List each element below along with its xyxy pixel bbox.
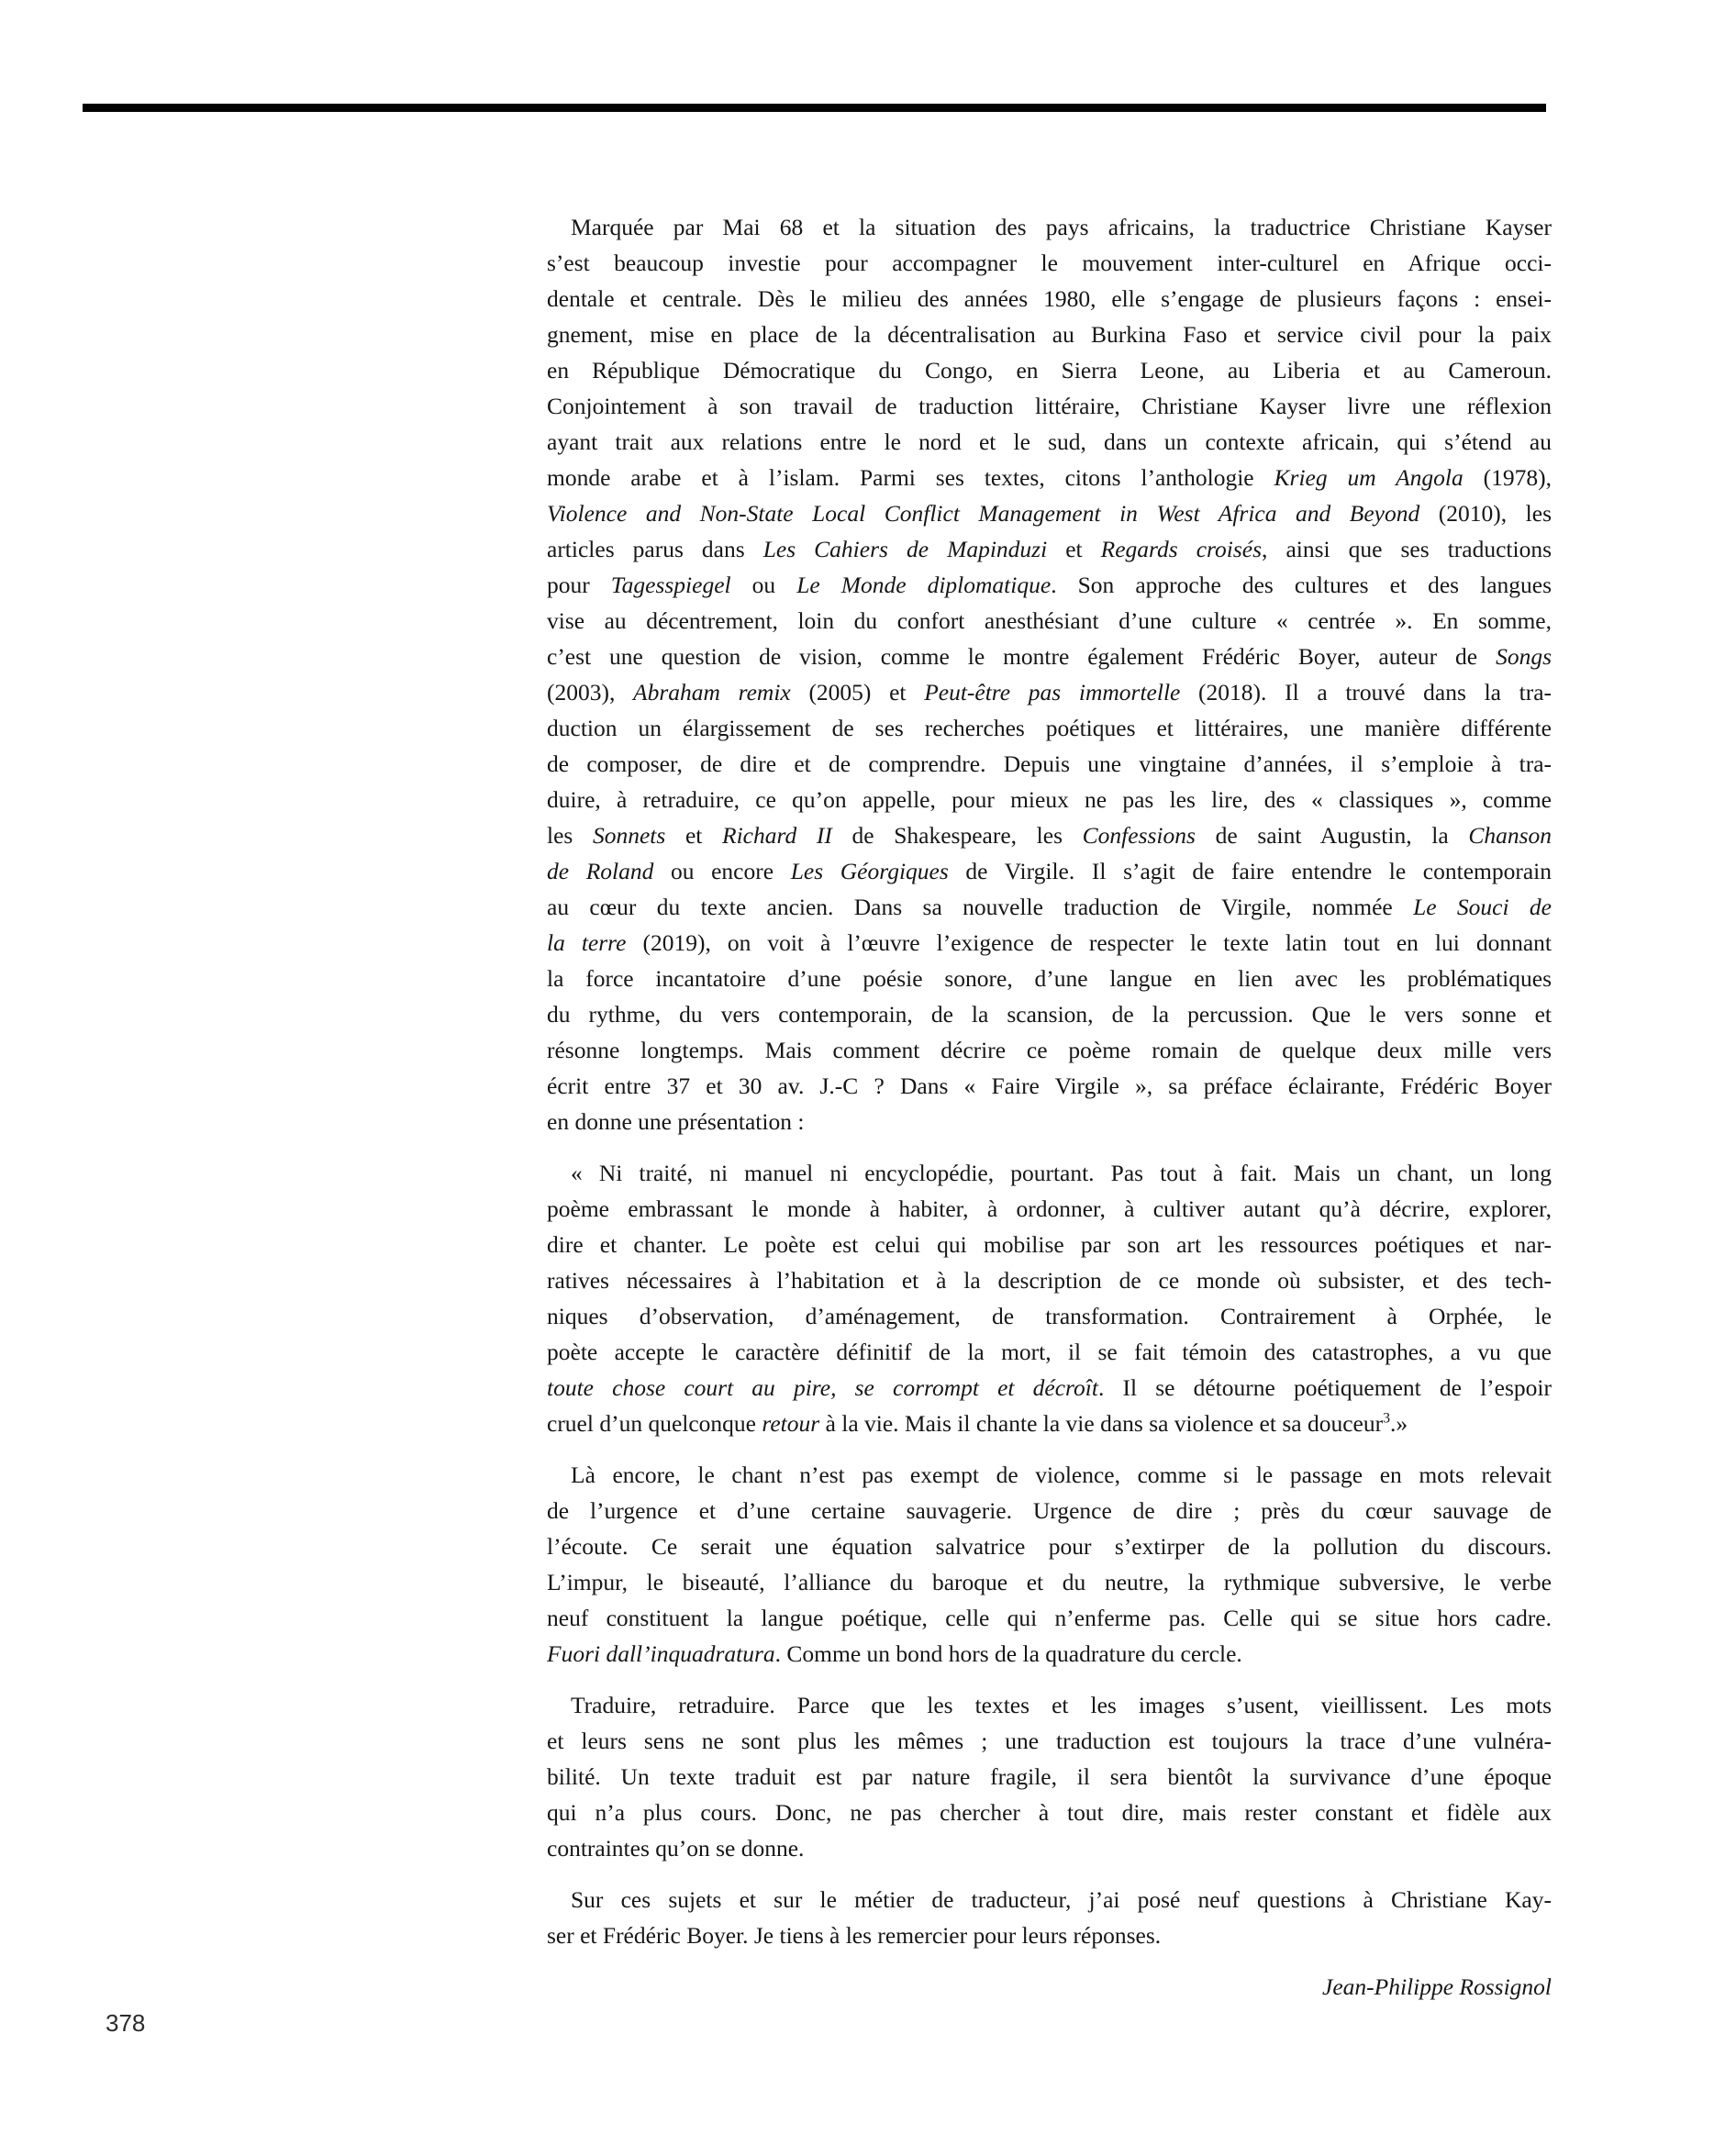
header-rule <box>83 104 1546 112</box>
paragraph <box>547 1882 1552 1953</box>
text-line: (2003), Abraham remix (2005) et Peut-être pas immortelle (2018). Il a trouvé dans la tra- <box>547 679 1552 706</box>
text-line: la force incantatoire d’une poésie sonore, d’une langue en lien avec les problématiques <box>547 965 1552 992</box>
text-line: en République Démocratique du Congo, en Sierra Leone, au Liberia et au Cameroun. <box>547 357 1552 383</box>
text-line: gnement, mise en place de la décentralisation au Burkina Faso et service civil pour la paix <box>547 321 1552 348</box>
text-line: Violence and Non-State Local Conflict Management in West Africa and Beyond (2010), les <box>547 500 1552 527</box>
text-line: neuf constituent la langue poétique, celle qui n’enferme pas. Celle qui se situe hors cadre. <box>547 1605 1552 1631</box>
text-line: de composer, de dire et de comprendre. Depuis une vingtaine d’années, il s’emploie à tra- <box>547 750 1552 777</box>
text-line: l’écoute. Ce serait une équation salvatrice pour s’extirper de la pollution du discours. <box>547 1533 1552 1560</box>
text-line: de Roland ou encore Les Géorgiques de Virgile. Il s’agit de faire entendre le contemporain <box>547 858 1552 884</box>
text-line: contraintes qu’on se donne. <box>547 1835 805 1861</box>
text-line: poème embrassant le monde à habiter, à ordonner, à cultiver autant qu’à décrire, explorer, <box>547 1195 1552 1222</box>
text-line: s’est beaucoup investie pour accompagner le mouvement inter-culturel en Afrique occi- <box>547 250 1552 276</box>
paragraph <box>547 1687 1552 1866</box>
text-line: écrit entre 37 et 30 av. J.-C ? Dans « Faire Virgile », sa préface éclairante, Frédéric Boyer <box>547 1072 1552 1099</box>
text-line: la terre (2019), on voit à l’œuvre l’exigence de respecter le texte latin tout en lui donnant <box>547 929 1552 956</box>
text-line: vise au décentrement, loin du confort anesthésiant d’une culture « centrée ». En somme, <box>547 607 1552 634</box>
text-line: dire et chanter. Le poète est celui qui mobilise par son art les ressources poétiques et nar- <box>547 1231 1552 1258</box>
text-line: toute chose court au pire, se corrompt et décroît. Il se détourne poétiquement de l’espoir <box>547 1374 1552 1401</box>
paragraph <box>547 1155 1552 1441</box>
text-line: Conjointement à son travail de traduction littéraire, Christiane Kayser livre une réflexion <box>547 393 1552 419</box>
text-line: en donne une présentation : <box>547 1108 805 1135</box>
text-line: Là encore, le chant n’est pas exempt de violence, comme si le passage en mots relevait <box>571 1461 1552 1488</box>
text-line: ser et Frédéric Boyer. Je tiens à les remercier pour leurs réponses. <box>547 1922 1162 1949</box>
author-signature: Jean-Philippe Rossignol <box>1322 1973 1552 2000</box>
paragraph <box>547 1457 1552 1672</box>
text-line: cruel d’un quelconque retour à la vie. Mais il chante la vie dans sa violence et sa douceur$^3$.» <box>547 1410 1408 1437</box>
text-line: monde arabe et à l’islam. Parmi ses textes, citons l’anthologie Krieg um Angola (1978), <box>547 464 1552 491</box>
text-line: « Ni traité, ni manuel ni encyclopédie, pourtant. Pas tout à fait. Mais un chant, un long <box>571 1160 1552 1186</box>
text-line: et leurs sens ne sont plus les mêmes ; une traduction est toujours la trace d’une vulnéra- <box>547 1728 1552 1754</box>
text-line: poète accepte le caractère définitif de la mort, il se fait témoin des catastrophes, a vu que <box>547 1339 1552 1365</box>
text-line: dentale et centrale. Dès le milieu des années 1980, elle s’engage de plusieurs façons : ensei- <box>547 285 1552 312</box>
paragraph <box>547 209 1552 1139</box>
text-line: niques d’observation, d’aménagement, de transformation. Contrairement à Orphée, le <box>547 1303 1552 1329</box>
text-line: qui n’a plus cours. Donc, ne pas chercher à tout dire, mais rester constant et fidèle aux <box>547 1799 1552 1826</box>
text-line: de l’urgence et d’une certaine sauvagerie. Urgence de dire ; près du cœur sauvage de <box>547 1497 1552 1524</box>
text-line: articles parus dans Les Cahiers de Mapinduzi et Regards croisés, ainsi que ses traductions <box>547 536 1552 562</box>
text-line: les Sonnets et Richard II de Shakespeare, les Confessions de saint Augustin, la Chanson <box>547 822 1552 849</box>
text-line: Traduire, retraduire. Parce que les textes et les images s’usent, vieillissent. Les mots <box>571 1692 1552 1718</box>
text-line: ratives nécessaires à l’habitation et à la description de ce monde où subsister, et des tech- <box>547 1267 1552 1294</box>
text-line: pour Tagesspiegel ou Le Monde diplomatique. Son approche des cultures et des langues <box>547 572 1552 598</box>
page-number: 378 <box>106 2009 146 2037</box>
text-line: duire, à retraduire, ce qu’on appelle, pour mieux ne pas les lire, des « classiques », comme <box>547 786 1552 813</box>
article-body <box>547 209 1552 2005</box>
text-line: au cœur du texte ancien. Dans sa nouvelle traduction de Virgile, nommée Le Souci de <box>547 894 1552 920</box>
text-line: bilité. Un texte traduit est par nature fragile, il sera bientôt la survivance d’une époque <box>547 1763 1552 1790</box>
text-line: Fuori dall’inquadratura. Comme un bond hors de la quadrature du cercle. <box>547 1640 1242 1667</box>
text-line: duction un élargissement de ses recherches poétiques et littéraires, une manière différente <box>547 715 1552 741</box>
text-line: c’est une question de vision, comme le montre également Frédéric Boyer, auteur de Songs <box>547 643 1552 670</box>
text-line: L’impur, le biseauté, l’alliance du baroque et du neutre, la rythmique subversive, le verbe <box>547 1569 1552 1595</box>
text-line: résonne longtemps. Mais comment décrire ce poème romain de quelque deux mille vers <box>547 1037 1552 1063</box>
text-line: du rythme, du vers contemporain, de la scansion, de la percussion. Que le vers sonne et <box>547 1001 1552 1028</box>
text-line: ayant trait aux relations entre le nord et le sud, dans un contexte africain, qui s’étend au <box>547 428 1552 455</box>
text-line: Marquée par Mai 68 et la situation des pays africains, la traductrice Christiane Kayser <box>571 214 1552 240</box>
text-line: Sur ces sujets et sur le métier de traducteur, j’ai posé neuf questions à Christiane Kay- <box>571 1886 1552 1913</box>
